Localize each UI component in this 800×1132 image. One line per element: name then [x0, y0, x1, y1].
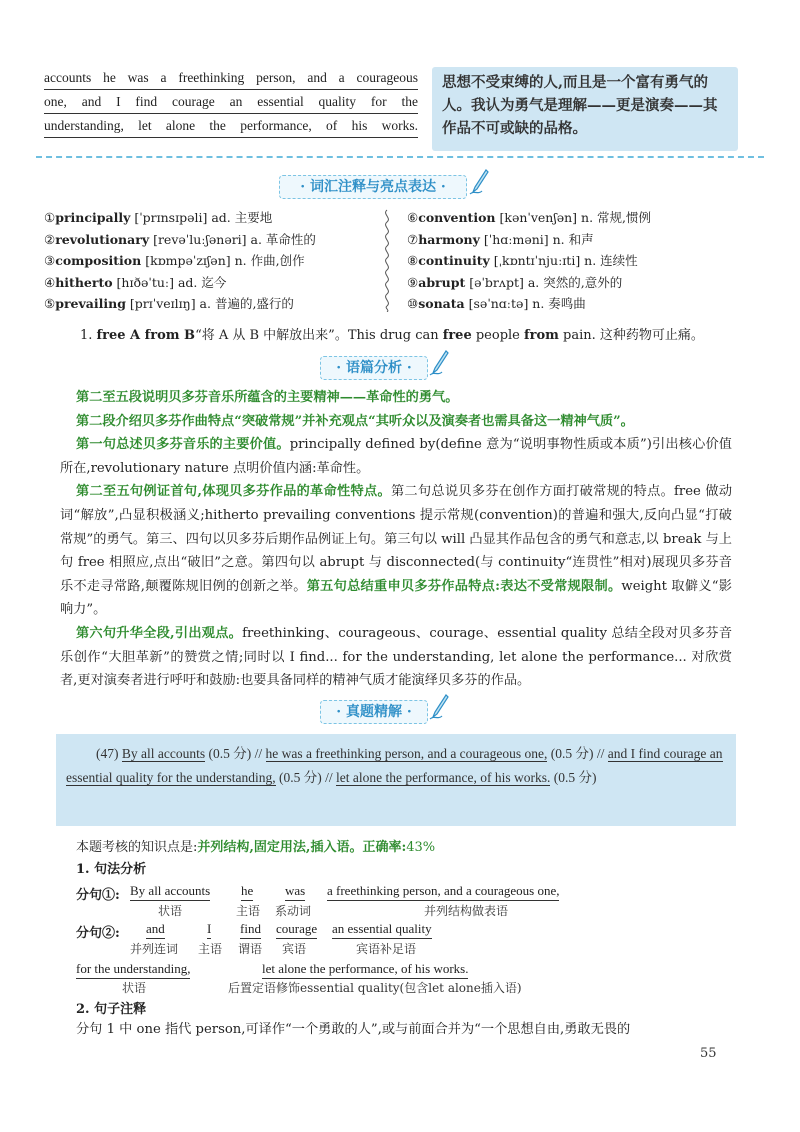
- knowledge-points: 本题考核的知识点是:并列结构,固定用法,插入语。正确率:43%: [76, 840, 436, 855]
- analysis-s1-body: principally defined by(define 意为“说明事物性质或本质”)引出核心价值所在,revolutionary nature 点明价值内涵:革命性。: [60, 437, 732, 476]
- vocab-item: ③composition [kɒmpəˈzɪʃən] n. 作曲,创作: [44, 253, 305, 268]
- clause-part: an essential quality: [332, 921, 432, 939]
- vocab-item: ⑥convention [kənˈvenʃən] n. 常规,惯例: [407, 210, 651, 225]
- clause-role: 宾语: [282, 942, 307, 956]
- analysis-summary: 第二至五段说明贝多芬音乐所蕴含的主要精神——革命性的勇气。: [76, 390, 459, 405]
- clause-part: a freethinking person, and a courageous one,: [327, 883, 559, 901]
- vocab-list-left: [44, 207, 374, 315]
- clause-part: was: [285, 883, 305, 901]
- clause-role: 主语: [198, 942, 223, 956]
- notes-text: 分句 1 中 one 指代 person,可译作“一个勇敢的人”,或与前面合并为“一个思想自由,勇敢无畏的: [76, 1022, 631, 1037]
- clause-role: 并列连词: [130, 942, 179, 956]
- answer-segment: and I find courage an essential quality for the understanding,: [66, 746, 723, 785]
- section-divider: [36, 156, 764, 158]
- clause-role: 宾语补足语: [356, 942, 417, 956]
- analysis-s6-body: freethinking、courageous、courage、essential quality 总结全段对贝多芬音乐创作“大胆革新”的赞赏之情;同时以 I find... for the understanding, let alone the performance... 对欣赏者,更对演奏者进行呼吁和鼓励:也要具备同样的精神气质才能演绎贝多芬的作品。: [60, 625, 733, 689]
- passage-english: [44, 66, 418, 138]
- vocab-item: ④hitherto [hɪðəˈtuː] ad. 迄今: [44, 274, 227, 290]
- analysis-s5-body: weight 取僻义“影响力”。: [60, 578, 732, 618]
- clause-role: 状语: [158, 904, 183, 918]
- clause-part: for the understanding,: [76, 961, 190, 979]
- clause-part: let alone the performance, of his works.: [262, 961, 468, 979]
- clause-role: 主语: [236, 904, 261, 918]
- clause1-label: 分句①:: [76, 888, 120, 903]
- vocab-item: ⑤prevailing [prɪˈveɪlɪŋ] a. 普遍的,盛行的: [44, 296, 294, 311]
- vocab-item: ⑧continuity [ˌkɒntɪˈnjuːɪti] n. 连续性: [407, 253, 638, 268]
- analysis-s5-head: 第五句总结重申贝多芬作品特点:表达不受常规限制。: [306, 578, 622, 594]
- clause-role: 并列结构做表语: [424, 904, 509, 918]
- analysis-section-title: · 语篇分析 ·: [320, 356, 428, 380]
- clause-part: courage: [276, 921, 317, 939]
- answer-segment: he was a freethinking person, and a courageous one,: [265, 746, 548, 761]
- phrase-note: 1. free A from B“将 A 从 B 中解放出来”。This drug can free people from pain. 这种药物可止痛。: [80, 328, 704, 343]
- chain-divider-icon: [380, 208, 394, 312]
- analysis-s2-head: 第二至五句例证首句,体现贝多芬作品的革命性特点。: [76, 484, 391, 500]
- vocab-section-title: · 词汇注释与亮点表达 ·: [279, 175, 467, 199]
- passage-line: accounts he was a freethinking person, and a courageous: [44, 66, 418, 90]
- vocab-item: ②revolutionary [revəˈluːʃənəri] a. 革命性的: [44, 231, 316, 247]
- passage-translation-box: 思想不受束缚的人,而且是一个富有勇气的人。我认为勇气是理解——更是演奏——其作品不可或缺的品格。: [432, 67, 738, 151]
- answer-segment: By all accounts: [121, 746, 206, 761]
- clause-part: By all accounts: [130, 883, 210, 901]
- clause-part: and: [146, 921, 165, 939]
- passage-line: one, and I find courage an essential quality for the: [44, 90, 418, 114]
- vocab-item: ⑦harmony [ˈhɑːməni] n. 和声: [407, 231, 594, 247]
- clause2-label: 分句②:: [76, 926, 120, 941]
- discourse-analysis: [60, 386, 732, 693]
- pen-icon: [468, 168, 490, 196]
- analysis-s2-body: 第二句总说贝多芬在创作方面打破常规的特点。free 做动词“解放”,凸显积极涵义;hitherto prevailing conventions 提示常规(convention)的普遍和强大,反向凸显“打破常规”的勇气。第三、四句以贝多芬后期作品例证上句。第三句以 will 凸显其作品包含的勇气和意志,以 break 与上句 free 相照应,点出“破旧”之意。第四句以 abrupt 与 disconnected(与 continuity“连贯性”相对)展现贝多芬音乐不走寻常路,颠覆陈规旧例的创新之举。: [60, 484, 733, 594]
- clause-part: find: [240, 921, 261, 939]
- page-number: 55: [700, 1046, 717, 1061]
- passage-line: understanding, let alone the performance, of his works.: [44, 114, 418, 138]
- vocab-item: ①principally [ˈprɪnsɪpəli] ad. 主要地: [44, 210, 273, 225]
- vocab-list-right: [407, 207, 767, 315]
- analysis-s1-head: 第一句总述贝多芬音乐的主要价值。: [76, 437, 290, 453]
- analysis-s6-head: 第六句升华全段,引出观点。: [76, 625, 243, 641]
- vocab-item: ⑨abrupt [əˈbrʌpt] a. 突然的,意外的: [407, 274, 623, 290]
- answer-section-title: · 真题精解 ·: [320, 700, 428, 724]
- pen-icon: [428, 349, 450, 377]
- answer-segment: let alone the performance, of his works.: [335, 770, 551, 785]
- vocab-item: ⑩sonata [səˈnɑːtə] n. 奏鸣曲: [407, 296, 586, 311]
- clause-part: he: [241, 883, 253, 901]
- clause-part: I: [207, 921, 211, 939]
- analysis-para2: 第二段介绍贝多芬作曲特点“突破常规”并补充观点“其听众以及演奏者也需具备这一精神气质”。: [76, 413, 634, 429]
- clause-role: 后置定语修饰essential quality(包含let alone插入语): [228, 981, 522, 995]
- notes-heading: 2. 句子注释: [76, 1002, 147, 1017]
- clause-role: 谓语: [238, 942, 263, 956]
- pen-icon: [428, 693, 450, 721]
- clause-role: 系动词: [275, 904, 312, 918]
- clause-role: 状语: [122, 981, 147, 995]
- syntax-heading: 1. 句法分析: [76, 862, 147, 877]
- answer-box: (47) By all accounts (0.5 分) // he was a freethinking person, and a courageous one, (0.5 分) // and I find courage an essential quality for the understanding, (0.5 分) // let alone the performance, of his works. (0.5 分): [56, 734, 736, 826]
